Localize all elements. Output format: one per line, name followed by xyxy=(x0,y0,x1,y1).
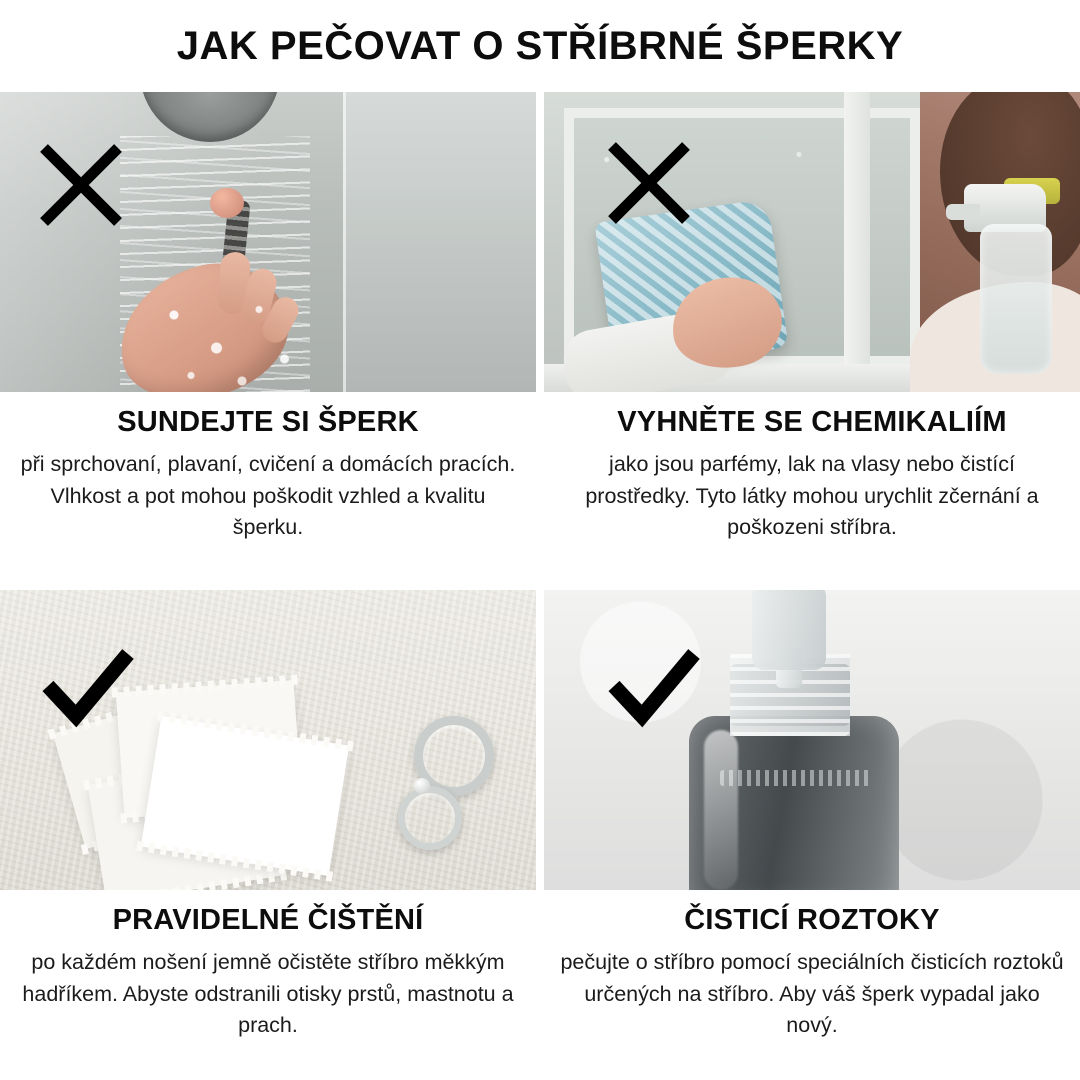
check-mark-icon xyxy=(606,642,696,732)
cloths-illustration xyxy=(0,590,536,890)
polishing-cloth xyxy=(141,716,349,876)
silver-band-ring xyxy=(398,786,462,850)
tip-body-2: jako jsou parfémy, lak na vlasy nebo čistící prostředky. Tyto látky mohou urychlit zčernání a poškozeni stříbra. xyxy=(585,452,1039,539)
bottle-highlight xyxy=(704,730,738,890)
tip-caption-4 xyxy=(544,890,1080,1045)
check-mark-icon xyxy=(40,642,130,732)
window-frame xyxy=(844,92,870,392)
bottle-label xyxy=(720,770,870,786)
page-title: JAK PEČOVAT O STŘÍBRNÉ ŠPERKY xyxy=(176,23,904,68)
tip-caption-1 xyxy=(0,392,536,547)
dropper-cap xyxy=(752,590,826,670)
polishing-cloths-rings-photo xyxy=(0,590,536,890)
tip-body-4: pečujte o stříbro pomocí speciálních čisticích roztoků určených na stříbro. Aby váš šperk vypadal jako nový. xyxy=(560,950,1064,1037)
tip-card-1 xyxy=(0,92,536,582)
tip-title-1: SUNDEJTE SI ŠPERK xyxy=(117,406,419,438)
shower-head xyxy=(140,92,280,142)
tip-body-1: při sprchovaní, plavaní, cvičení a domácích pracích. Vlhkost a pot mohou poškodit vzhled a kvalitu šperku. xyxy=(20,452,516,539)
shower-illustration xyxy=(0,92,536,392)
tip-title-2: VYHNĚTE SE CHEMIKALIÍM xyxy=(617,406,1007,438)
tip-caption-2 xyxy=(544,392,1080,547)
tip-title-3: PRAVIDELNÉ ČIŠTĚNÍ xyxy=(112,904,424,936)
jewelry-bead xyxy=(210,188,244,218)
window-illustration xyxy=(544,92,1080,392)
tip-caption-3 xyxy=(0,890,536,1045)
spray-bottle xyxy=(980,224,1052,374)
cross-mark-icon xyxy=(604,138,694,228)
tip-body-3: po každém nošení jemně očistěte stříbro měkkým hadříkem. Abyste odstranili otisky prstů, mastnotu a prach. xyxy=(22,950,514,1037)
tip-card-3 xyxy=(0,590,536,1080)
ring-stone xyxy=(414,778,430,794)
cleaning-solution-bottle-photo xyxy=(544,590,1080,890)
spray-trigger xyxy=(946,204,980,220)
bottle-illustration xyxy=(544,590,1080,890)
tips-grid xyxy=(0,92,1080,1080)
water-bubbles xyxy=(140,282,310,392)
shower-glass-panel xyxy=(343,92,536,392)
shower-water-hand-photo xyxy=(0,92,536,392)
tip-title-4: ČISTICÍ ROZTOKY xyxy=(684,904,940,936)
cross-mark-icon xyxy=(36,140,126,230)
tip-card-4 xyxy=(544,590,1080,1080)
window-cleaning-cloth-spray-photo xyxy=(544,92,1080,392)
tip-card-2 xyxy=(544,92,1080,582)
